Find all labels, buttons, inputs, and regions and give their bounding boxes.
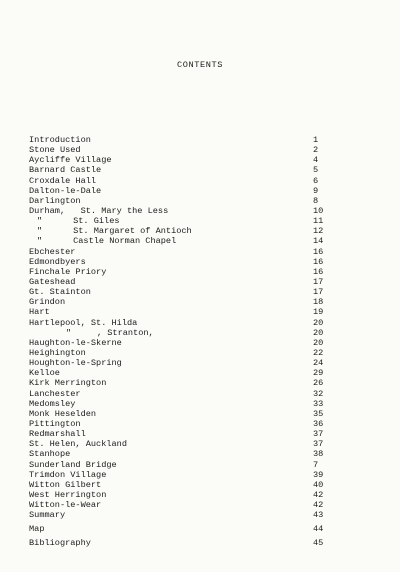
- toc-entry-title: Stanhope: [29, 449, 71, 460]
- toc-entry-page: 38: [313, 449, 324, 460]
- toc-entry-title: Durham, St. Mary the Less: [29, 205, 169, 216]
- toc-entry-title: Trimdon Village: [29, 469, 107, 480]
- toc-entry-page: 10: [313, 205, 324, 216]
- toc-entry: [0, 186, 400, 196]
- toc-entry-page: 17: [313, 276, 324, 287]
- toc-entry-page: 8: [313, 195, 319, 206]
- toc-entry-title: " St. Margaret of Antioch: [37, 226, 192, 237]
- toc-entry: [0, 510, 400, 520]
- toc-entry-page: 36: [313, 418, 324, 429]
- page-title: CONTENTS: [176, 60, 224, 70]
- toc-entry-page: 35: [313, 408, 324, 419]
- toc-entry-page: 32: [313, 388, 324, 399]
- toc-entry-title: Finchale Priory: [29, 266, 107, 277]
- toc-entry: [0, 135, 400, 145]
- toc-entry-title: Gt. Stainton: [29, 287, 91, 298]
- toc-entry-title: Kelloe: [29, 368, 60, 379]
- toc-entry-page: 7: [313, 459, 319, 470]
- toc-entry: [0, 368, 400, 378]
- toc-entry: [0, 196, 400, 206]
- toc-entry-page: 20: [313, 327, 324, 338]
- toc-entry: [0, 145, 400, 155]
- toc-entry-page: 29: [313, 368, 324, 379]
- toc-entry-title: Stone Used: [29, 145, 81, 156]
- toc-entry: [0, 257, 400, 267]
- toc-entry-page: 24: [313, 358, 324, 369]
- toc-entry-title: Sunderland Bridge: [29, 459, 117, 470]
- toc-entry-title: Aycliffe Village: [29, 155, 112, 166]
- toc-entry: [0, 318, 400, 328]
- toc-entry-page: 45: [313, 538, 324, 549]
- toc-entry-page: 20: [313, 317, 324, 328]
- toc-entry: [0, 389, 400, 399]
- toc-entry: [0, 247, 400, 257]
- toc-entry-page: 9: [313, 185, 319, 196]
- toc-entry: [0, 419, 400, 429]
- toc-entry-title: Lanchester: [29, 388, 81, 399]
- toc-entry: [0, 409, 400, 419]
- toc-entry: [0, 206, 400, 216]
- toc-entry-page: 6: [313, 175, 319, 186]
- toc-entry: [0, 378, 400, 388]
- toc-entry: [0, 460, 400, 470]
- toc-entry-title: St. Helen, Auckland: [29, 439, 127, 450]
- toc-entry-page: 18: [313, 297, 324, 308]
- toc-entry-title: Haughton-le-Skerne: [29, 337, 122, 348]
- toc-entry-page: 26: [313, 378, 324, 389]
- toc-entry-title: Gateshead: [29, 276, 76, 287]
- toc-entry: [0, 490, 400, 500]
- toc-entry-page: 1: [313, 135, 319, 145]
- toc-entry: [0, 429, 400, 439]
- toc-entry: [0, 480, 400, 490]
- toc-entry-title: Witton Gilbert: [29, 479, 102, 490]
- toc-entry: [0, 439, 400, 449]
- toc-entry-page: 2: [313, 145, 319, 156]
- toc-entry: [0, 500, 400, 510]
- toc-entry-title: Summary: [29, 510, 66, 521]
- toc-entry: [0, 524, 400, 534]
- toc-entry: [0, 176, 400, 186]
- toc-entry: [0, 399, 400, 409]
- toc-entry-title: West Herrington: [29, 489, 107, 500]
- toc-entry-title: Heighington: [29, 347, 86, 358]
- toc-entry-title: Map: [29, 524, 45, 535]
- toc-entry: [0, 155, 400, 165]
- toc-entry: [0, 236, 400, 246]
- toc-entry-page: 39: [313, 469, 324, 480]
- table-of-contents: [0, 135, 400, 549]
- toc-entry-page: 19: [313, 307, 324, 318]
- toc-entry-title: Pittington: [29, 418, 81, 429]
- toc-entry: [0, 338, 400, 348]
- toc-entry: [0, 449, 400, 459]
- toc-entry-title: Kirk Merrington: [29, 378, 107, 389]
- toc-entry-page: 42: [313, 489, 324, 500]
- toc-entry-page: 16: [313, 266, 324, 277]
- toc-entry-title: " Castle Norman Chapel: [37, 236, 177, 247]
- toc-entry: [0, 348, 400, 358]
- toc-entry: [0, 358, 400, 368]
- toc-entry: [0, 277, 400, 287]
- toc-entry-page: 5: [313, 165, 319, 176]
- toc-entry-title: Medomsley: [29, 398, 76, 409]
- toc-entry-title: " St. Giles: [37, 216, 120, 227]
- toc-entry-title: Croxdale Hall: [29, 175, 97, 186]
- toc-entry: [0, 226, 400, 236]
- toc-entry-page: 37: [313, 429, 324, 440]
- toc-entry-page: 40: [313, 479, 324, 490]
- toc-entry: [0, 267, 400, 277]
- toc-entry-page: 16: [313, 256, 324, 267]
- toc-entry-title: " , Stranton,: [66, 327, 154, 338]
- toc-entry: [0, 538, 400, 548]
- toc-entry-title: Ebchester: [29, 246, 76, 257]
- toc-entry: [0, 216, 400, 226]
- toc-entry-title: Darlington: [29, 195, 81, 206]
- toc-entry-page: 37: [313, 439, 324, 450]
- toc-entry-page: 20: [313, 337, 324, 348]
- toc-entry-page: 14: [313, 236, 324, 247]
- toc-entry-page: 22: [313, 347, 324, 358]
- toc-entry-page: 43: [313, 510, 324, 521]
- toc-entry-page: 42: [313, 500, 324, 511]
- toc-entry-page: 44: [313, 524, 324, 535]
- toc-entry-title: Hart: [29, 307, 50, 318]
- toc-entry-title: Barnard Castle: [29, 165, 102, 176]
- toc-entry-page: 16: [313, 246, 324, 257]
- toc-entry-title: Edmondbyers: [29, 256, 86, 267]
- toc-entry-page: 12: [313, 226, 324, 237]
- toc-entry-title: Monk Heselden: [29, 408, 97, 419]
- toc-entry-title: Houghton-le-Spring: [29, 358, 122, 369]
- toc-entry: [0, 328, 400, 338]
- toc-entry: [0, 287, 400, 297]
- toc-entry: [0, 297, 400, 307]
- toc-entry-page: 17: [313, 287, 324, 298]
- toc-entry-title: Bibliography: [29, 538, 91, 549]
- toc-entry-page: 11: [313, 216, 324, 227]
- toc-entry-title: Dalton-le-Dale: [29, 185, 102, 196]
- toc-entry-page: 33: [313, 398, 324, 409]
- toc-entry-page: 4: [313, 155, 319, 166]
- toc-entry-title: Introduction: [29, 135, 91, 145]
- toc-entry: [0, 307, 400, 317]
- toc-entry-title: Hartlepool, St. Hilda: [29, 317, 138, 328]
- toc-entry-title: Witton-le-Wear: [29, 500, 102, 511]
- toc-entry-title: Grindon: [29, 297, 66, 308]
- toc-entry: [0, 165, 400, 175]
- toc-entry: [0, 470, 400, 480]
- toc-entry-title: Redmarshall: [29, 429, 86, 440]
